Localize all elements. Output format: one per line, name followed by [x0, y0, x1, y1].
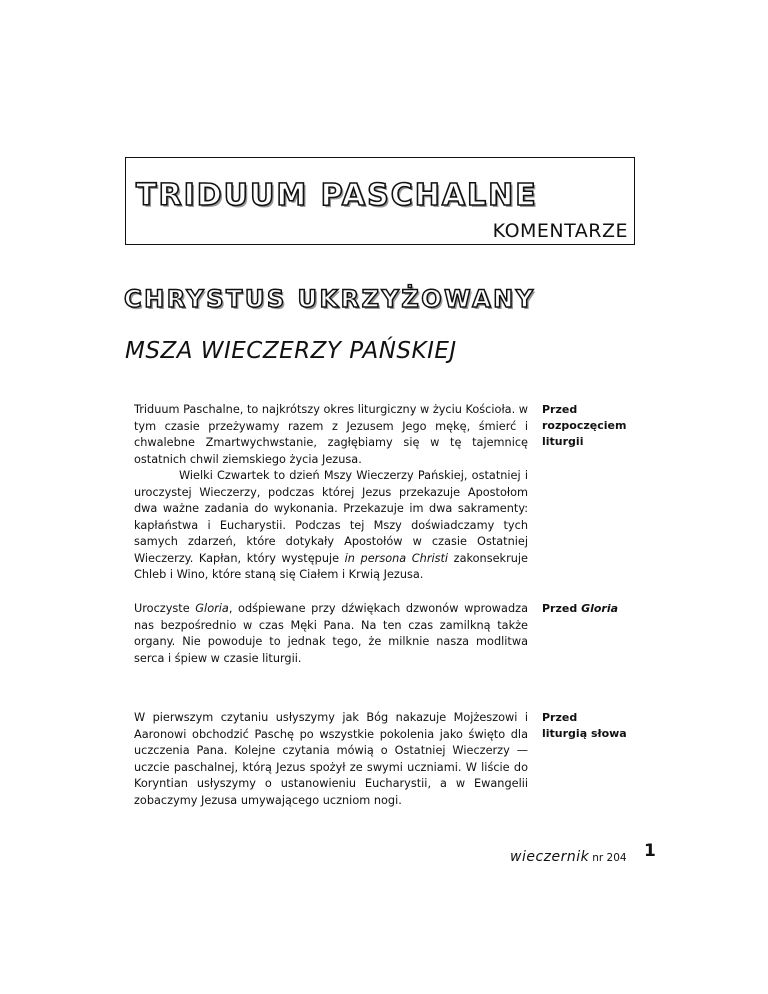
body-block-3: [134, 710, 528, 809]
main-title: TRIDUUM PASCHALNE: [136, 178, 538, 213]
side-note-line: liturgią słowa: [542, 727, 627, 740]
section-heading: CHRYSTUS UKRZYŻOWANY: [124, 285, 536, 313]
title-box: [125, 157, 635, 245]
text-run: zakonsekruje Chleb i Wino, które staną się Ciałem i Krwią Jezusa.: [134, 551, 528, 581]
side-note-2: [542, 601, 652, 617]
footer-brand: [510, 846, 627, 865]
side-note-line: Przed: [542, 403, 578, 416]
body-block-1: [134, 402, 528, 584]
side-note-text: Przed: [542, 602, 582, 615]
brand-logo-text: wieczernik: [510, 849, 590, 865]
paragraph: [134, 402, 528, 468]
text-run: W pierwszym czytaniu usłyszymy jak Bóg nakazuje Mojżeszowi i Aaronowi obchodzić Paschę po wszystkie pokolenia jako święto dla uczczenia Pana. Kolejne czytania mówią o Ostatniej Wieczerzy — uczcie paschalnej, którą Jezus spożył ze swymi uczniami. W liście do Koryntian usłyszymy o ustanowieniu Eucharystii, a w Ewangelii zobaczymy Jezusa umywającego uczniom nogi.: [134, 711, 528, 807]
text-run-italic: in persona Christi: [344, 551, 449, 565]
text-run: , odśpiewane przy dźwiękach dzwonów wprowadza nas bezpośrednio w czas Męki Pana. Na ten czas zamilkną także organy. Nie powoduje to jednak tego, że milknie nasza modlitwa serca i śpiew w czasie liturgii.: [134, 602, 528, 665]
text-run: Triduum Paschalne, to najkrótszy okres liturgiczny w życiu Kościoła. w tym czasie przeżywamy razem z Jezusem Jego mękę, śmierć i chwalebne Zmartwychwstanie, zagłębiamy się w tę tajemnicę ostatnich chwil ziemskiego życia Jezusa.: [134, 403, 528, 466]
paragraph: [134, 710, 528, 809]
page-number: 1: [644, 841, 656, 861]
side-note-1: [542, 402, 652, 450]
issue-number: nr 204: [592, 852, 627, 864]
body-block-2: [134, 601, 528, 667]
side-note-3: [542, 710, 652, 742]
side-note-line: liturgii: [542, 435, 584, 448]
paragraph: [134, 468, 528, 584]
text-run-italic: Gloria: [195, 602, 229, 615]
subtitle: KOMENTARZE: [492, 220, 628, 242]
text-run: Uroczyste: [134, 602, 196, 615]
side-note-line: rozpoczęciem: [542, 419, 627, 432]
text-run: Wielki Czwartek to dzień Mszy Wieczerzy Pańskiej, ostatniej i uroczystej Wieczerzy, podczas której Jezus przekazuje Apostołom dwa ważne zadania do wykonania. Przekazuje im dwa sakramenty: kapłaństwa i Eucharystii. Podczas tej Mszy doświadczamy tych samych zdarzeń, które dotykały Apostołów w czasie Ostatniej Wieczerzy. Kapłan, który występuje: [134, 469, 528, 565]
paragraph: [134, 601, 528, 667]
side-note-text-italic: Gloria: [581, 602, 619, 615]
side-note-line: Przed: [542, 711, 578, 724]
section-subheading: MSZA WIECZERZY PAŃSKIEJ: [125, 338, 457, 364]
